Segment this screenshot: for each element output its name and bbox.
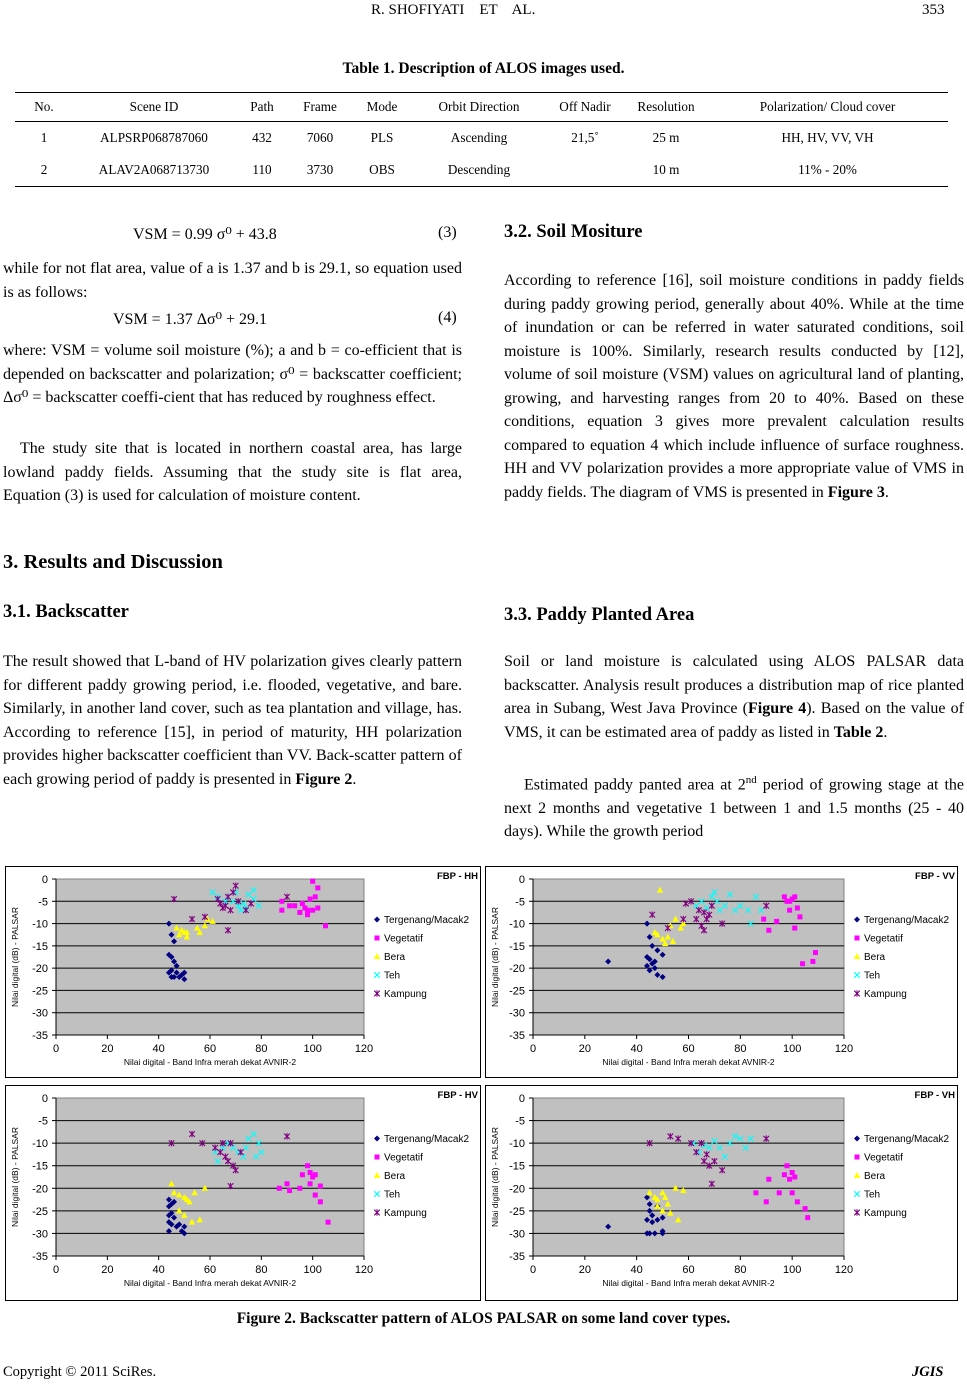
table-ref-link[interactable]: Table 2	[833, 723, 884, 741]
y-tick-label: 0	[518, 874, 525, 886]
y-tick-label: -25	[32, 985, 48, 998]
table-cell: 10 m	[625, 154, 707, 187]
y-tick-label: -30	[509, 1228, 525, 1241]
legend-label: Kampung	[384, 1208, 427, 1219]
y-tick-label: -20	[509, 963, 525, 976]
legend-label: Kampung	[864, 989, 907, 1000]
paragraph	[3, 650, 462, 791]
table-cell: Descending	[413, 154, 545, 187]
data-point	[854, 1209, 860, 1215]
x-tick-label: 80	[255, 1264, 268, 1276]
paragraph: where: VSM = volume soil moisture (%); a and b = co-efficient that is depended on backscatter and polarization; σ⁰ = backscatter coefficient; Δσ⁰ = backscatter coeffi-cient that has reduced by roughness effect.	[3, 342, 462, 406]
y-tick-label: -30	[32, 1228, 48, 1241]
data-point	[803, 1206, 808, 1211]
plot-area	[56, 1098, 364, 1256]
y-axis-label: Nilai digital (dB) - PALSAR	[10, 907, 20, 1007]
scatter-plot-hh	[6, 867, 480, 1077]
y-tick-label: -15	[509, 1160, 525, 1173]
paragraph-text: ). Based on the value of VMS, it can be estimated area of paddy as listed in	[504, 700, 965, 741]
table-cell: 432	[252, 130, 272, 145]
legend-label: Tergenang/Macak2	[864, 1134, 950, 1145]
legend-label: Teh	[864, 970, 881, 982]
page-number: 353	[922, 2, 945, 18]
data-point	[777, 1190, 782, 1195]
figure-ref-link[interactable]: Figure 4	[748, 700, 807, 717]
data-point	[792, 894, 797, 899]
y-tick-label: -35	[509, 1030, 525, 1042]
table-cell: 2	[15, 154, 73, 187]
paragraph-text: .	[884, 483, 889, 501]
legend-label: Bera	[384, 952, 406, 963]
paragraph: The study site that is located in northern coastal area, has large lowland paddy fields. Assuming that the study site is flat area, Equation (3) is used for calculation of moisture content.	[3, 440, 462, 504]
y-tick-label: -15	[32, 940, 48, 953]
paragraph	[504, 769, 964, 844]
data-point	[855, 936, 860, 941]
x-tick-label: 60	[682, 1043, 695, 1055]
y-tick-label: -25	[509, 1205, 525, 1218]
y-tick-label: -5	[515, 1115, 525, 1128]
y-tick-label: -10	[32, 918, 48, 931]
y-tick-label: -30	[509, 1007, 525, 1020]
data-point	[854, 990, 860, 996]
x-axis-label: Nilai digital - Band Infra merah dekat AVNIR-2	[123, 1057, 297, 1067]
data-point	[854, 972, 860, 978]
data-point	[782, 1172, 787, 1177]
data-point	[792, 926, 797, 931]
scatter-plot-vv	[486, 867, 957, 1077]
data-point	[375, 1155, 380, 1160]
data-point	[374, 990, 380, 996]
table1-col-header: Polarization/ Cloud cover	[707, 93, 948, 122]
y-tick-label: -25	[509, 985, 525, 998]
x-tick-label: 40	[630, 1264, 643, 1276]
x-tick-label: 0	[529, 1264, 537, 1276]
legend-label: Teh	[384, 970, 401, 982]
data-point	[784, 1163, 789, 1168]
x-tick-label: 20	[101, 1264, 114, 1276]
table-cell: 11% - 20%	[707, 154, 948, 187]
data-point	[787, 1177, 792, 1182]
plot-area	[533, 879, 844, 1035]
data-point	[800, 961, 805, 966]
paragraph-text: Soil or land moisture is calculated using ALOS PALSAR data backscatter. Analysis result produces a distribution map of rice planted area in Subang, West Java Province (	[504, 653, 964, 717]
table-row	[15, 122, 948, 155]
equation-4-number: (4)	[438, 309, 457, 326]
data-point	[782, 894, 787, 899]
data-point	[854, 1136, 860, 1142]
data-point	[374, 1136, 380, 1142]
data-point	[315, 905, 320, 910]
paragraph	[504, 650, 964, 744]
table-cell: 110	[235, 154, 289, 187]
data-point	[305, 908, 310, 913]
x-tick-label: 40	[152, 1043, 165, 1055]
data-point	[854, 1191, 860, 1197]
section-heading: 3. Results and Discussion	[3, 551, 223, 573]
x-tick-label: 0	[52, 1043, 60, 1055]
x-tick-label: 100	[303, 1264, 322, 1276]
scatter-plot-hv	[6, 1086, 480, 1300]
chart-fbp-vh	[485, 1085, 958, 1301]
table1	[15, 92, 948, 187]
x-tick-label: 120	[354, 1043, 374, 1055]
legend-label: Tergenang/Macak2	[864, 915, 950, 926]
x-tick-label: 20	[578, 1043, 591, 1055]
table-cell: PLS	[370, 130, 394, 145]
data-point	[308, 1170, 313, 1175]
data-point	[292, 903, 297, 908]
x-tick-label: 60	[203, 1043, 217, 1055]
y-tick-label: -35	[32, 1251, 48, 1263]
table1-col-header: Scene ID	[73, 93, 235, 122]
data-point	[310, 879, 315, 884]
legend-label: Bera	[384, 1171, 406, 1182]
y-axis-label: Nilai digital (dB) - PALSAR	[490, 907, 500, 1007]
x-tick-label: 40	[152, 1264, 165, 1276]
y-tick-label: -10	[32, 1138, 48, 1151]
subsection-heading: 3.3. Paddy Planted Area	[504, 605, 695, 625]
data-point	[854, 917, 860, 923]
y-tick-label: -15	[32, 1160, 48, 1173]
chart-fbp-hv	[5, 1085, 481, 1301]
data-point	[375, 936, 380, 941]
table-cell: 1	[40, 130, 48, 145]
y-tick-label: -10	[509, 918, 525, 931]
data-point	[300, 901, 305, 906]
data-point	[323, 923, 328, 928]
x-tick-label: 0	[52, 1264, 60, 1276]
table-cell: ALPSRP068787060	[100, 130, 208, 145]
x-tick-label: 120	[354, 1264, 374, 1276]
y-tick-label: -20	[509, 1183, 525, 1196]
legend-label: Tergenang/Macak2	[384, 915, 470, 926]
legend-label: Tergenang/Macak2	[384, 1134, 470, 1145]
x-tick-label: 120	[834, 1043, 854, 1055]
data-point	[318, 1184, 323, 1189]
paragraph-text: According to reference [16], soil moisture conditions in paddy fields during paddy growing period, generally about 40%. While at the time of inundation or can be referred in water saturated conditions, soil moisture is 100%. Similarly, research results conducted by [12], volume of soil moisture (VSM) values on agricultural land of planting, growing, and harvesting ranges from 20 to 40%. Based on these conditions, equation 3 gives more prevalent calculation results compared to equation 4 which include influence of surface roughness. HH and VV polarization provides a more appropriate value of VMS in paddy fields. The diagram of VMS is presented in	[504, 272, 964, 501]
data-point	[813, 950, 818, 955]
x-tick-label: 100	[782, 1264, 802, 1276]
journal-name: JGIS	[912, 1364, 944, 1380]
x-axis-label: Nilai digital - Band Infra merah dekat AVNIR-2	[123, 1278, 297, 1288]
data-point	[305, 912, 310, 917]
table-cell: 21,5˚	[571, 130, 599, 145]
y-tick-label: -15	[509, 940, 525, 953]
legend-label: Vegetatif	[384, 1152, 423, 1164]
x-tick-label: 0	[529, 1043, 537, 1055]
y-tick-label: -25	[32, 1205, 48, 1218]
x-tick-label: 100	[303, 1043, 322, 1055]
table-cell: 7060	[306, 130, 334, 145]
equation-3-number: (3)	[438, 224, 457, 241]
data-point	[326, 1220, 331, 1225]
x-tick-label: 20	[578, 1264, 591, 1276]
legend-label: Vegetatif	[864, 1152, 903, 1164]
data-point	[374, 1209, 380, 1215]
data-point	[315, 885, 320, 890]
paragraph	[504, 269, 964, 504]
y-axis-label: Nilai digital (dB) - PALSAR	[10, 1127, 20, 1227]
y-tick-label: 0	[518, 1093, 525, 1105]
data-point	[308, 1181, 313, 1186]
y-tick-label: -35	[32, 1030, 48, 1042]
data-point	[774, 919, 779, 924]
data-point	[300, 1172, 305, 1177]
table1-col-header: Mode	[351, 93, 413, 122]
data-point	[313, 1193, 318, 1198]
y-tick-label: -20	[32, 963, 48, 976]
data-point	[795, 905, 800, 910]
x-tick-label: 60	[203, 1264, 217, 1276]
y-tick-label: -5	[38, 896, 48, 909]
table-cell	[545, 154, 625, 187]
paragraph-text: .	[883, 723, 888, 741]
paragraph-text: period of growing stage at the next 2 months and vegetative 1 between 1 and 1.5 months (25 - 40 days). While the growth period	[504, 776, 965, 841]
data-point	[766, 1177, 771, 1182]
data-point	[787, 899, 792, 904]
paragraph-text: .	[352, 770, 357, 788]
data-point	[279, 899, 284, 904]
data-point	[305, 1163, 310, 1168]
x-tick-label: 40	[630, 1043, 643, 1055]
paragraph-text: Estimated paddy panted area at 2	[524, 776, 746, 794]
paragraph: while for not flat area, value of a is 1.37 and b is 29.1, so equation used is as follows:	[3, 260, 462, 301]
y-tick-label: 0	[41, 874, 48, 886]
data-point	[792, 1175, 797, 1180]
data-point	[310, 908, 315, 913]
header-authors: R. SHOFIYATI ET AL.	[371, 2, 536, 18]
data-point	[855, 1155, 860, 1160]
data-point	[374, 972, 380, 978]
y-tick-label: -20	[32, 1183, 48, 1196]
equation-3: VSM = 0.99 σ⁰ + 43.8	[133, 226, 277, 243]
data-point	[764, 1199, 769, 1204]
table1-col-header: Orbit Direction	[413, 93, 545, 122]
legend-label: Kampung	[864, 1208, 907, 1219]
data-point	[766, 928, 771, 933]
data-point	[285, 1181, 290, 1186]
table-cell: OBS	[351, 154, 413, 187]
legend-label: Teh	[384, 1189, 401, 1201]
table1-col-header: No.	[15, 93, 73, 122]
data-point	[313, 1172, 318, 1177]
subsection-heading: 3.2. Soil Mositure	[504, 222, 643, 242]
data-point	[795, 1199, 800, 1204]
table-cell: Ascending	[450, 130, 508, 145]
data-point	[279, 908, 284, 913]
data-point	[308, 897, 313, 902]
table1-col-header: Off Nadir	[545, 93, 625, 122]
table-cell: HH, HV, VV, VH	[781, 130, 874, 145]
data-point	[374, 1191, 380, 1197]
x-axis-label: Nilai digital - Band Infra merah dekat AVNIR-2	[602, 1057, 775, 1067]
x-tick-label: 80	[734, 1043, 747, 1055]
data-point	[297, 910, 302, 915]
legend-label: Kampung	[384, 989, 427, 1000]
data-point	[790, 1170, 795, 1175]
x-tick-label: 60	[682, 1264, 695, 1276]
x-tick-label: 80	[255, 1043, 268, 1055]
chart-title: FBP - HH	[437, 871, 478, 882]
table1-col-header: Frame	[289, 93, 351, 122]
x-tick-label: 120	[834, 1264, 854, 1276]
chart-fbp-vv	[485, 866, 958, 1078]
data-point	[318, 1199, 323, 1204]
data-point	[854, 1172, 860, 1178]
x-tick-label: 100	[782, 1043, 802, 1055]
data-point	[374, 1172, 380, 1178]
running-header	[371, 2, 535, 19]
data-point	[753, 1190, 758, 1195]
paragraph-text: The result showed that L-band of HV polarization gives clearly pattern for different paddy growing period, i.e. flooded, vegetative, and bare. Similarly, in another land cover, such as tea plantation and village, has. According to reference [15], in period of maturity, HH polarization provides higher backscatter coefficient than VV. Back-scatter pattern of each growing period of paddy is presented in	[3, 653, 462, 788]
plot-area	[533, 1098, 844, 1256]
y-axis-label: Nilai digital (dB) - PALSAR	[490, 1127, 500, 1227]
x-tick-label: 80	[734, 1264, 747, 1276]
equation-4: VSM = 1.37 Δσ⁰ + 29.1	[113, 311, 268, 328]
table-cell: 25 m	[652, 130, 680, 145]
figure-ref-link[interactable]: Figure 3	[827, 483, 885, 501]
table-row	[15, 154, 948, 187]
table-cell: 3730	[289, 154, 351, 187]
data-point	[374, 917, 380, 923]
figure2-caption: Figure 2. Backscatter pattern of ALOS PALSAR on some land cover types.	[236, 1310, 731, 1327]
figure-ref-link[interactable]: Figure 2	[295, 770, 353, 788]
chart-title: FBP - VH	[914, 1090, 955, 1101]
legend-label: Vegetatif	[384, 933, 423, 945]
legend-label: Vegetatif	[864, 933, 903, 945]
plot-area	[56, 879, 364, 1035]
table1-col-header: Resolution	[625, 93, 707, 122]
data-point	[805, 1215, 810, 1220]
y-tick-label: -5	[515, 896, 525, 909]
chart-title: FBP - VV	[915, 871, 955, 882]
table1-header-row	[15, 93, 948, 122]
data-point	[790, 1190, 795, 1195]
data-point	[761, 917, 766, 922]
superscript: nd	[745, 774, 757, 786]
y-tick-label: -5	[38, 1115, 48, 1128]
legend-label: Bera	[864, 952, 886, 963]
data-point	[287, 903, 292, 908]
chart-fbp-hh	[5, 866, 481, 1078]
copyright: Copyright © 2011 SciRes.	[3, 1364, 157, 1380]
y-tick-label: -10	[509, 1138, 525, 1151]
y-tick-label: -30	[32, 1007, 48, 1020]
data-point	[810, 959, 815, 964]
data-point	[297, 1186, 302, 1191]
data-point	[313, 894, 318, 899]
table1-col-header: Path	[235, 93, 289, 122]
table1-caption: Table 1. Description of ALOS images used.	[342, 60, 625, 77]
legend-label: Bera	[864, 1171, 886, 1182]
x-tick-label: 20	[101, 1043, 114, 1055]
subsection-heading: 3.1. Backscatter	[3, 602, 129, 622]
table-cell: ALAV2A068713730	[73, 154, 235, 187]
data-point	[277, 1186, 282, 1191]
data-point	[787, 908, 792, 913]
data-point	[287, 1188, 292, 1193]
data-point	[797, 914, 802, 919]
y-tick-label: 0	[41, 1093, 48, 1105]
x-axis-label: Nilai digital - Band Infra merah dekat AVNIR-2	[602, 1278, 775, 1288]
chart-title: FBP - HV	[437, 1090, 478, 1101]
legend-label: Teh	[864, 1189, 881, 1201]
data-point	[374, 953, 380, 959]
scatter-plot-vh	[486, 1086, 957, 1300]
data-point	[854, 953, 860, 959]
y-tick-label: -35	[509, 1251, 525, 1263]
